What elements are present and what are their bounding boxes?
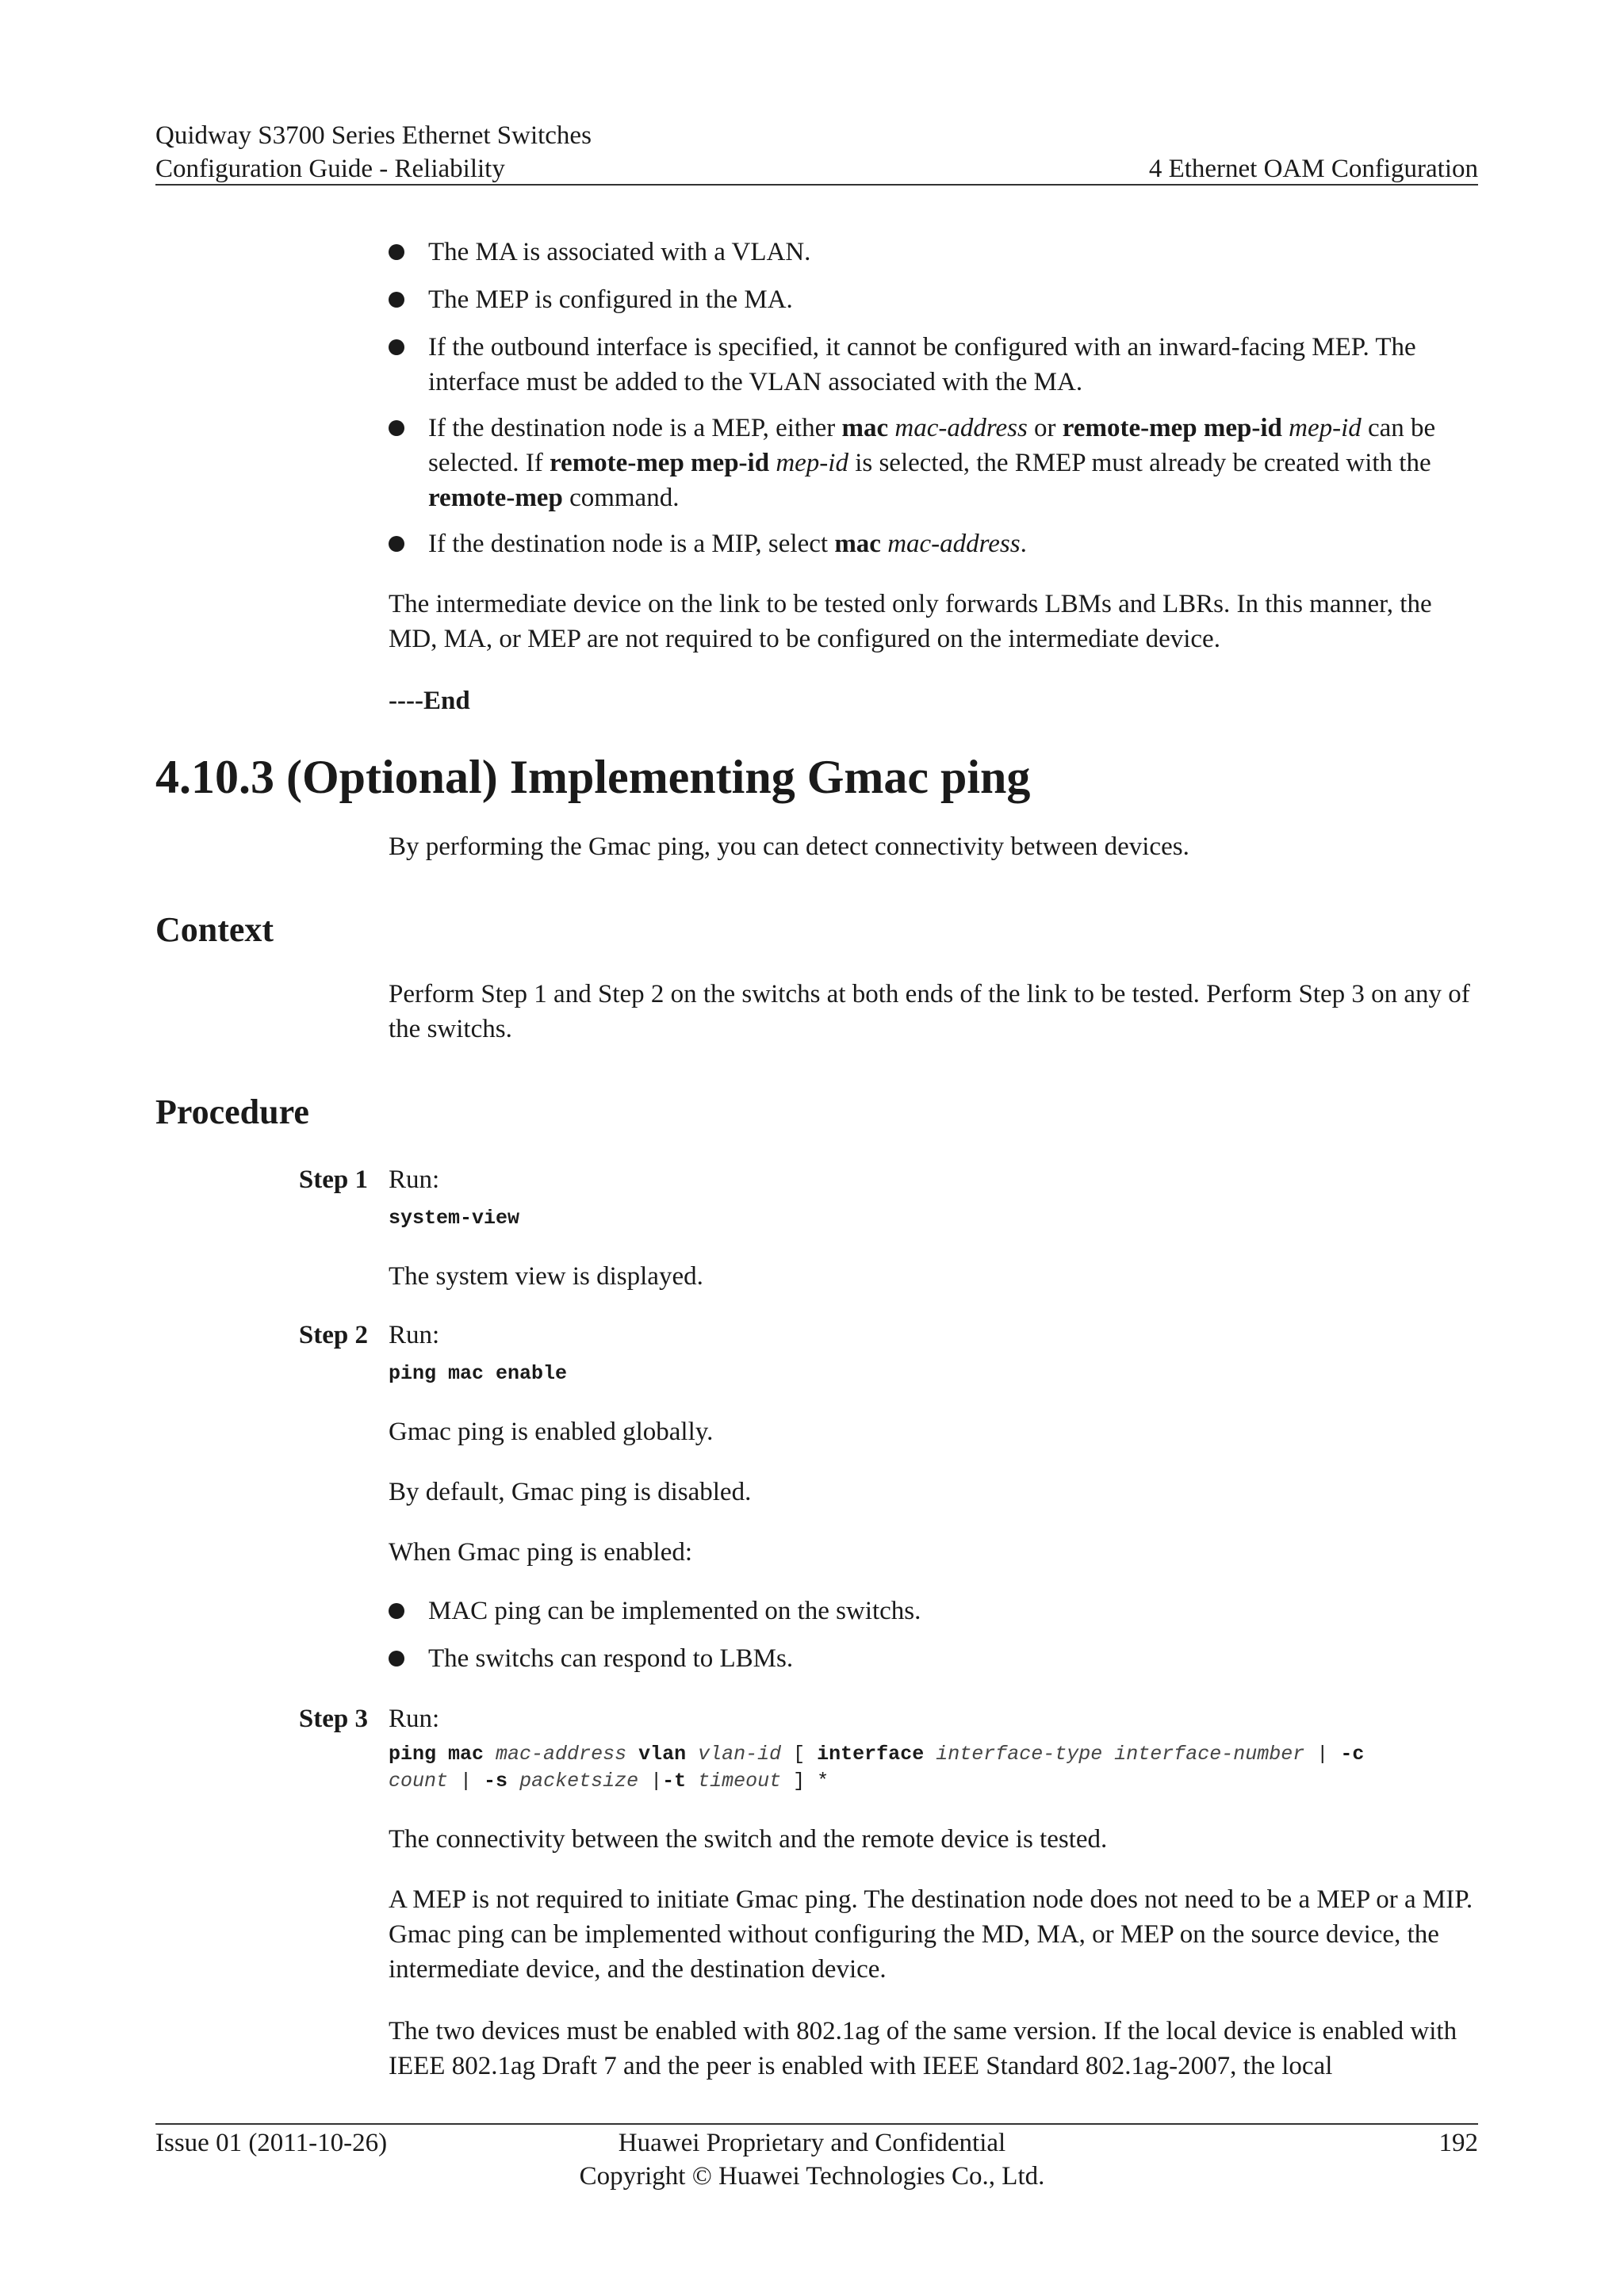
bullet-icon bbox=[389, 1603, 404, 1619]
header-guide: Configuration Guide - Reliability bbox=[155, 155, 505, 183]
bullet-text: The switchs can respond to LBMs. bbox=[428, 1644, 794, 1673]
bullet-icon bbox=[389, 420, 404, 436]
bullet-icon bbox=[389, 1651, 404, 1667]
step-run-label: Run: bbox=[389, 1321, 440, 1349]
step-paragraph: A MEP is not required to initiate Gmac ping. The destination node does not need to be a MEP or a MIP. Gmac ping can be implemented without configuring the MD, MA, or MEP on the source device, the intermediate device, and the destination device. bbox=[389, 1885, 1473, 1984]
step-paragraph: The two devices must be enabled with 802.1ag of the same version. If the local device is enabled with IEEE 802.1ag Draft 7 and the peer is enabled with IEEE Standard 802.1ag-2007, the local bbox=[389, 2017, 1457, 2080]
intermediate-paragraph: The intermediate device on the link to be tested only forwards LBMs and LBRs. In this manner, the MD, MA, or MEP are not required to be configured on the intermediate device. bbox=[389, 590, 1432, 653]
header-chapter: 4 Ethernet OAM Configuration bbox=[1148, 155, 1478, 183]
context-heading: Context bbox=[155, 910, 274, 949]
header-divider bbox=[155, 184, 1478, 186]
bullet-icon bbox=[389, 339, 404, 355]
context-text: Perform Step 1 and Step 2 on the switchs at both ends of the link to be tested. Perform Step 3 on any of the switchs. bbox=[389, 980, 1470, 1043]
footer-issue: Issue 01 (2011-10-26) bbox=[155, 2129, 388, 2157]
command-line: ping mac enable bbox=[389, 1362, 568, 1385]
bullet-icon bbox=[389, 244, 404, 260]
step-run-label: Run: bbox=[389, 1165, 440, 1194]
footer-page-number: 192 bbox=[1438, 2129, 1478, 2157]
step-run-label: Run: bbox=[389, 1705, 440, 1733]
section-title: 4.10.3 (Optional) Implementing Gmac ping bbox=[155, 751, 1031, 803]
header-product: Quidway S3700 Series Ethernet Switches bbox=[155, 121, 592, 150]
bullet-text: The MEP is configured in the MA. bbox=[428, 285, 793, 314]
step-result: The system view is displayed. bbox=[389, 1262, 703, 1291]
bullet-text: If the outbound interface is specified, it cannot be configured with an inward-facing MEP. The interface must be added to the VLAN associated with the MA. bbox=[428, 333, 1416, 396]
step-label: Step 2 bbox=[298, 1321, 368, 1349]
section-intro: By performing the Gmac ping, you can detect connectivity between devices. bbox=[389, 832, 1189, 861]
step-label: Step 1 bbox=[298, 1165, 368, 1194]
bullet-text-rich: If the destination node is a MEP, either mac mac-address or remote-mep mep-id mep-id can be selected. If remote-mep mep-id mep-id is selected, the RMEP must already be created with the remote-mep command. bbox=[428, 414, 1436, 512]
procedure-heading: Procedure bbox=[155, 1093, 309, 1131]
step-when: When Gmac ping is enabled: bbox=[389, 1538, 693, 1567]
bullet-icon bbox=[389, 536, 404, 552]
step-result: Gmac ping is enabled globally. bbox=[389, 1418, 714, 1446]
bullet-icon bbox=[389, 292, 404, 308]
command-line: system-view bbox=[389, 1207, 520, 1230]
step-result: The connectivity between the switch and the remote device is tested. bbox=[389, 1825, 1108, 1854]
footer-divider bbox=[155, 2123, 1478, 2125]
bullet-text: The MA is associated with a VLAN. bbox=[428, 238, 811, 266]
end-marker: ----End bbox=[389, 687, 470, 715]
bullet-text-rich: If the destination node is a MIP, select mac mac-address. bbox=[428, 530, 1027, 558]
step-default: By default, Gmac ping is disabled. bbox=[389, 1478, 752, 1506]
command-line-1: ping mac mac-address vlan vlan-id [ interface interface-type interface-number | -c bbox=[389, 1743, 1365, 1766]
command-line-2: count | -s packetsize |-t timeout ] * bbox=[389, 1770, 829, 1793]
bullet-text: MAC ping can be implemented on the switchs. bbox=[428, 1597, 921, 1625]
footer-confidential: Huawei Proprietary and Confidential bbox=[618, 2129, 1006, 2157]
footer-copyright: Copyright © Huawei Technologies Co., Ltd. bbox=[579, 2162, 1045, 2191]
step-label: Step 3 bbox=[298, 1705, 368, 1733]
